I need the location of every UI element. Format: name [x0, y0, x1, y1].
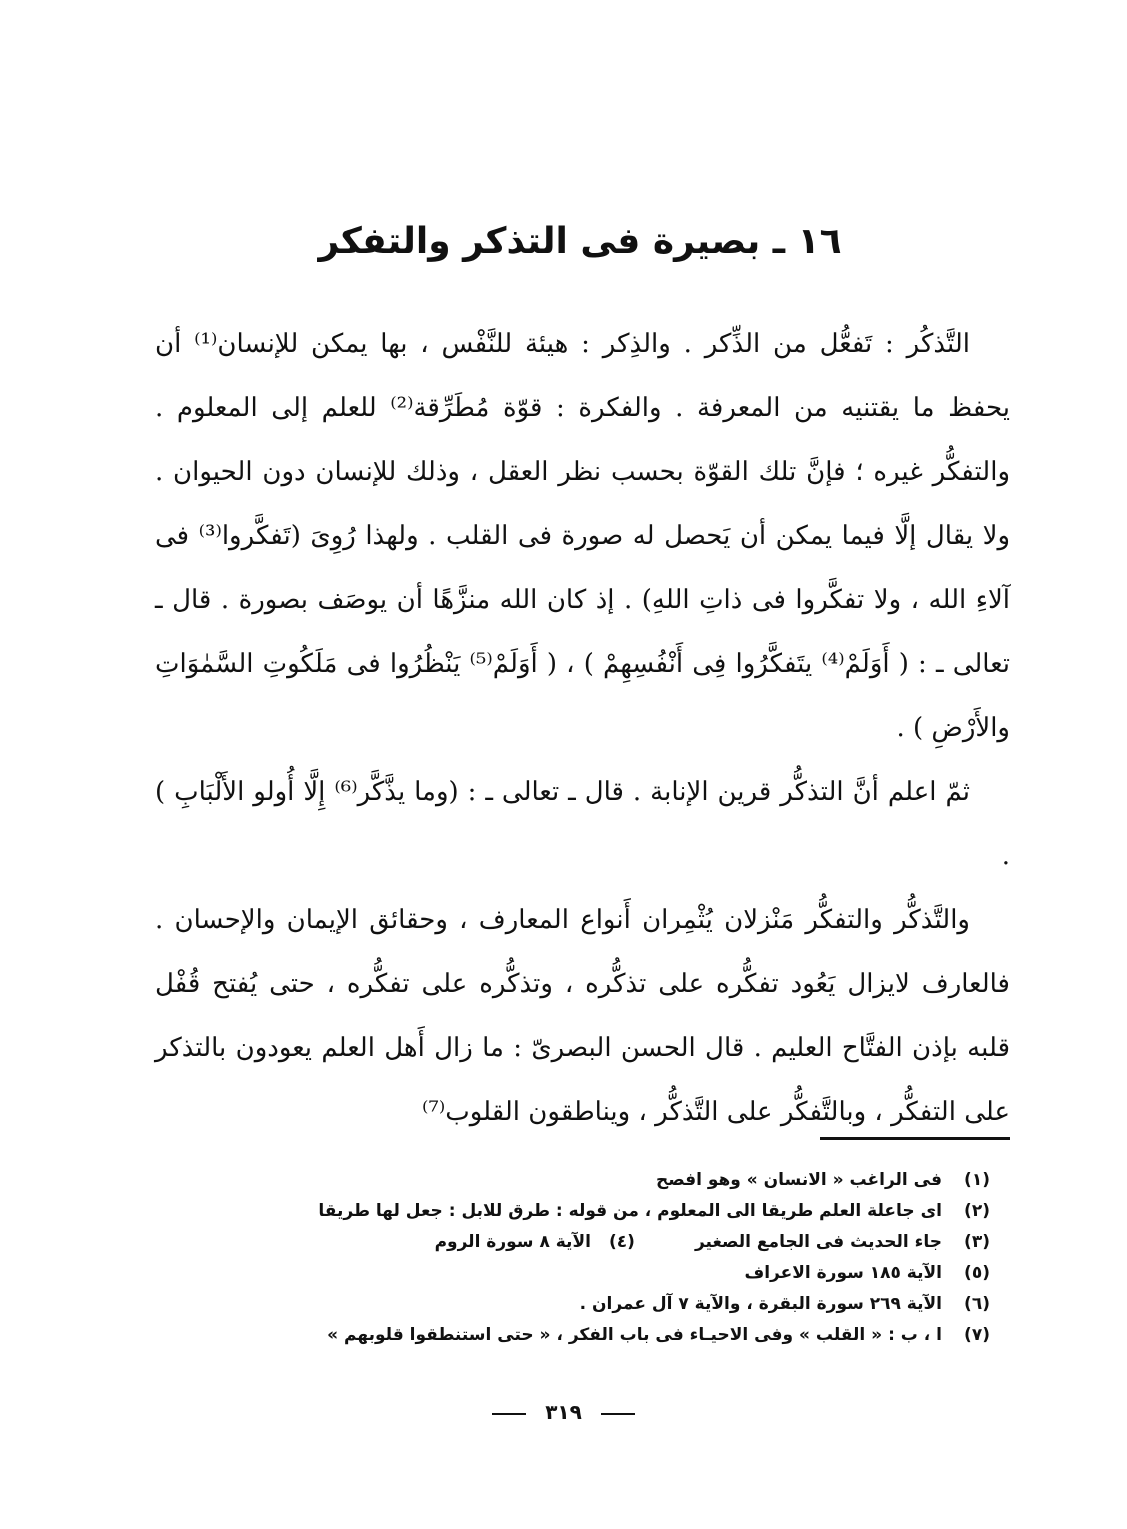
page-number: ٣١٩	[545, 1400, 582, 1424]
footnote-text: جاء الحديث فى الجامع الصغير	[694, 1232, 942, 1252]
footnote-number: (٤)	[608, 1232, 635, 1252]
paragraph-1: التَّذكُر : تَفعُّل من الذِّكر . والذِكر : هيئة للنَّفْس ، بها يمكن للإنسان⁽¹⁾ أن يحفظ ما يقتنيه من المعرفة . والفكرة : قوّة مُطَرِّقة⁽²⁾ للعلم إلى المعلوم . والتفكُّر غيره ؛ فإنَّ تلك القوّة بحسب نظر العقل ، وذلك للإنسان دون الحيوان . ولا يقال إلَّا فيما يمكن أن يَحصل له صورة فى القلب . ولهذا رُوِىَ (تَفكَّروا⁽³⁾ فى آلاءِ الله ، ولا تفكَّروا فى ذاتِ اللهِ) . إذ كان الله منزَّهًا أن يوصَف بصورة . قال ـ تعالى ـ : ( أَوَلَمْ⁽⁴⁾ يتَفكَّرُوا فِى أَنْفُسِهِمْ ) ، ( أَوَلَمْ⁽⁵⁾ يَنْظُرُوا فى مَلَكُوتِ السَّمٰوَاتِ والأَرْضِ ) .	[155, 329, 1011, 743]
footnote-3	[200, 1227, 990, 1258]
footnote-separator	[820, 1137, 1010, 1140]
dash-right	[492, 1413, 526, 1415]
body-text	[155, 312, 1010, 1144]
footnote-text: الآية ٨ سورة الروم	[434, 1232, 591, 1252]
footnote-text: الآية ٢٦٩ سورة البقرة ، والآية ٧ آل عمران .	[579, 1294, 942, 1314]
footnote-text: فى الراغب « الانسان » وهو افصح	[655, 1170, 942, 1190]
paragraph-3: والتَّذكُّر والتفكُّر مَنْزلان يُثْمِران أَنواع المعارف ، وحقائق الإيمان والإحسان . فالعارف لايزال يَعُود تفكُّره على تذكُّره ، وتذكُّره على تفكُّره ، حتى يُفتح قُفْل قلبه بإذن الفتَّاح العليم . قال الحسن البصرىّ : ما زال أَهل العلم يعودون بالتذكر على التفكُّر ، وبالتَّفكُّر على التَّذكُّر ، ويناطقون القلوب⁽⁷⁾	[155, 905, 1010, 1127]
footnote-number: (٦)	[964, 1294, 990, 1314]
footnote-number: (٣)	[964, 1232, 990, 1252]
footnote-number: (٧)	[964, 1325, 990, 1345]
footnote-1	[200, 1165, 990, 1196]
footnote-6	[200, 1289, 990, 1320]
footnote-5	[200, 1258, 990, 1289]
footnote-number: (٢)	[964, 1201, 990, 1221]
footnote-gap	[635, 1227, 695, 1258]
footnote-number: (١)	[964, 1170, 990, 1190]
dash-left	[601, 1413, 635, 1415]
footnote-2	[200, 1196, 990, 1227]
footnote-text: الآية ١٨٥ سورة الاعراف	[744, 1263, 942, 1283]
footnote-7	[200, 1320, 990, 1351]
footnote-text: ا ، ب : « القلب » وفى الاحيـاء فى باب الفكر ، « حتى استنطقوا قلوبهم »	[327, 1325, 942, 1345]
footnotes	[200, 1165, 990, 1351]
footnote-number: (٥)	[964, 1263, 990, 1283]
section-title: ١٦ ـ بصيرة فى التذكر والتفكر	[318, 221, 842, 262]
paragraph-2: ثمّ اعلم أنَّ التذكُّر قرين الإنابة . قال ـ تعالى ـ : (وما يذَّكَّر⁽⁶⁾ إِلَّا أُولو الأَلْبَابِ ) .	[155, 777, 1010, 871]
page-number-line	[0, 1400, 1127, 1424]
footnote-text: اى جاعلة العلم طريقا الى المعلوم ، من قوله : طرق للابل : جعل لها طريقا	[318, 1201, 942, 1221]
